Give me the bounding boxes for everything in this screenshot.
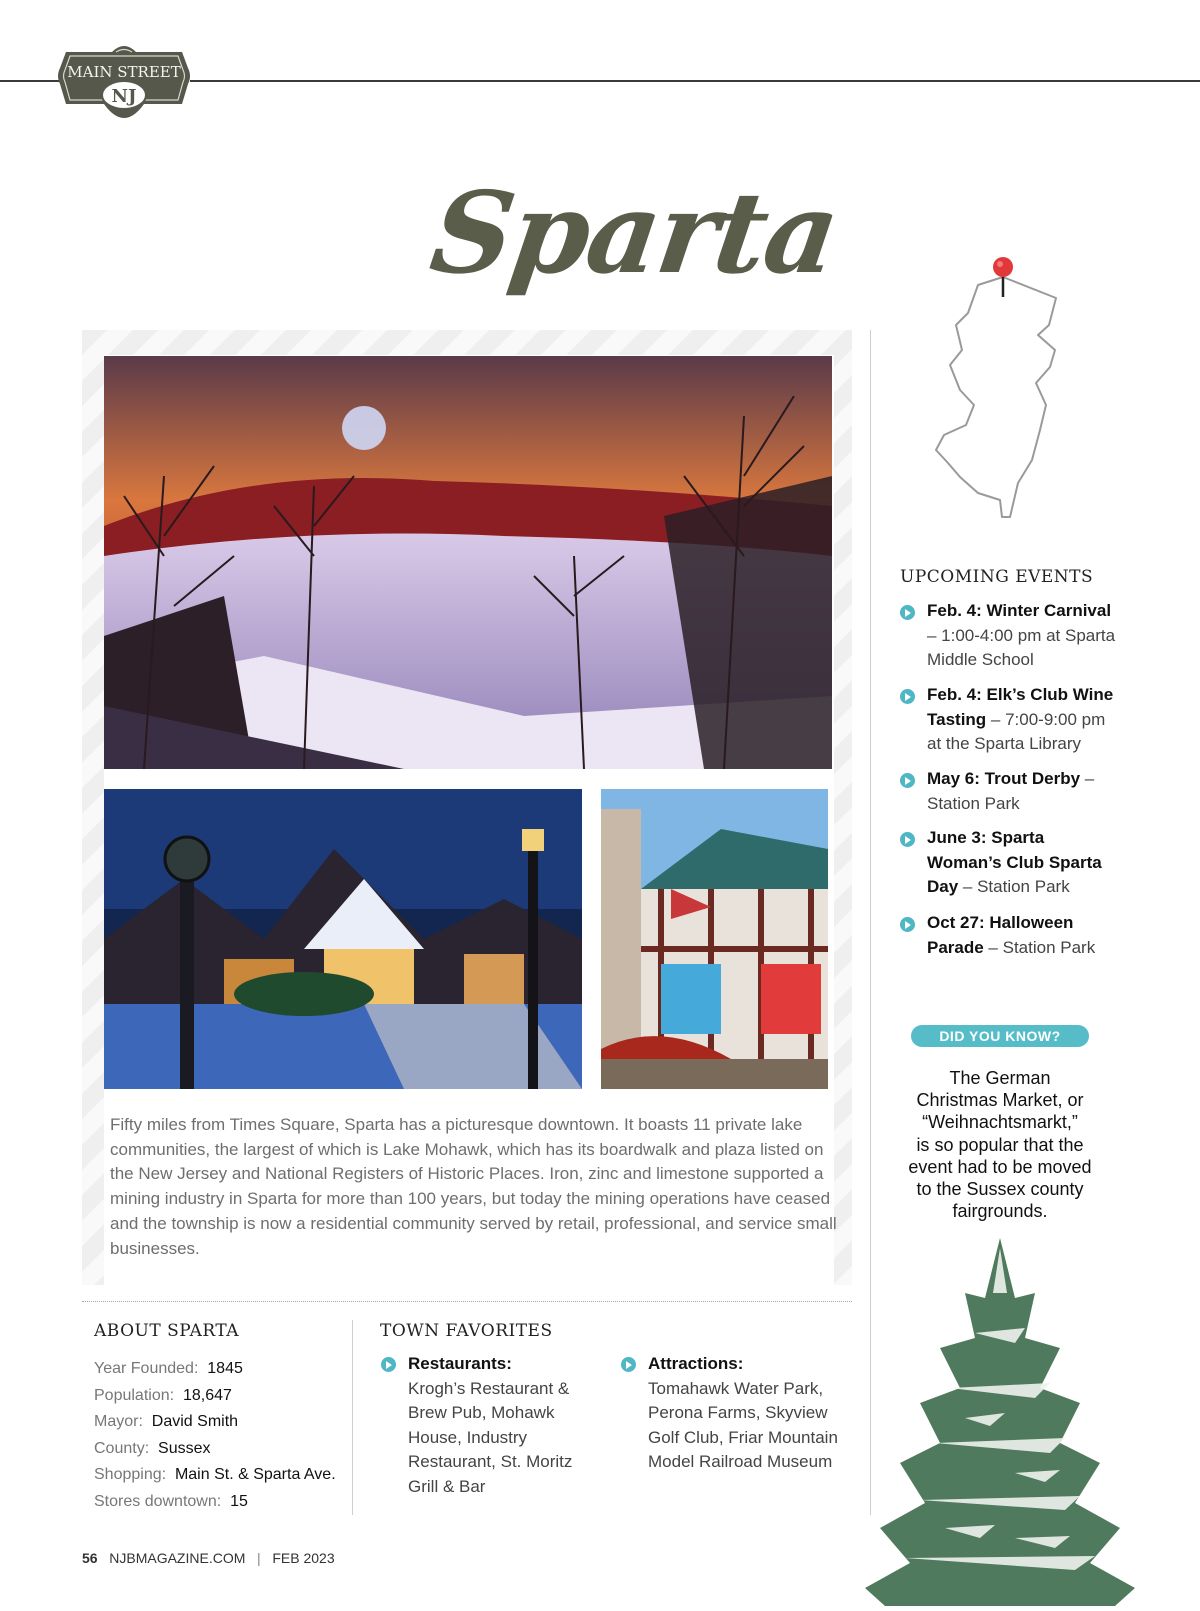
town-favorites-heading: TOWN FAVORITES bbox=[380, 1321, 553, 1341]
fact-stores-downtown: Stores downtown: 15 bbox=[94, 1492, 248, 1510]
did-you-know-line: is so popular that the bbox=[916, 1134, 1084, 1155]
attractions-line: Perona Farms, Skyview bbox=[648, 1403, 828, 1422]
event-detail: – 7:00-9:00 pm bbox=[986, 709, 1106, 729]
event-item bbox=[927, 826, 1137, 900]
event-item bbox=[927, 767, 1137, 816]
footer-separator: | bbox=[257, 1550, 261, 1566]
fact-county: County: Sussex bbox=[94, 1439, 211, 1457]
did-you-know-text bbox=[900, 1067, 1100, 1222]
restaurants-label: Restaurants: bbox=[408, 1354, 512, 1373]
event-item bbox=[927, 911, 1137, 960]
event-title: Feb. 4: Elk’s Club Wine bbox=[927, 685, 1114, 704]
attractions-bullet-icon bbox=[621, 1357, 636, 1372]
event-bullet-icon bbox=[900, 917, 915, 932]
logo-nj-text: NJ bbox=[111, 86, 137, 107]
logo-main-street-text: MAIN STREET bbox=[67, 63, 181, 81]
restaurants-line: Grill & Bar bbox=[408, 1476, 486, 1496]
did-you-know-line: event had to be moved bbox=[908, 1156, 1092, 1177]
about-heading: ABOUT SPARTA bbox=[94, 1321, 240, 1341]
did-you-know-line: “Weihnachtsmarkt,” bbox=[922, 1112, 1078, 1133]
lake-mohawk-sunset-photo bbox=[104, 356, 832, 769]
restaurants-bullet-icon bbox=[381, 1357, 396, 1372]
event-title: Feb. 4: Winter Carnival bbox=[927, 601, 1112, 620]
event-bullet-icon bbox=[900, 605, 915, 620]
attractions-line: Model Railroad Museum bbox=[648, 1452, 833, 1471]
column-divider-left bbox=[352, 1320, 353, 1515]
footer-issue: FEB 2023 bbox=[272, 1550, 335, 1566]
restaurants-line: Krogh’s Restaurant & bbox=[408, 1378, 570, 1398]
header-rule-left bbox=[0, 80, 60, 82]
event-detail: Middle School bbox=[927, 650, 1034, 670]
event-title: June 3: Sparta bbox=[927, 828, 1045, 847]
upcoming-events-heading: UPCOMING EVENTS bbox=[900, 567, 1094, 587]
new-jersey-map-icon bbox=[928, 255, 1068, 525]
event-bullet-icon bbox=[900, 832, 915, 847]
main-street-nj-logo bbox=[52, 44, 196, 120]
downtown-night-photo bbox=[104, 789, 582, 1089]
page-number: 56 bbox=[82, 1550, 98, 1566]
fact-year-founded: Year Founded: 1845 bbox=[94, 1360, 243, 1377]
about-facts bbox=[94, 1356, 336, 1515]
footer bbox=[82, 1550, 335, 1566]
attractions-line: Tomahawk Water Park, bbox=[648, 1378, 824, 1398]
restaurants-block bbox=[408, 1352, 603, 1499]
intro-paragraph: Fifty miles from Times Square, Sparta has a picturesque downtown. It boasts 11 private lake communities, the largest of which is Lake Mohawk, which has its boardwalk and plaza listed on the New Jersey and National Registers of Historic Places. Iron, zinc and limestone supported a mining industry in Sparta for more than 100 years, but today the mining operations have ceased and the township is now a residential community served by retail, professional, and service small businesses. bbox=[110, 1115, 837, 1258]
event-title: May 6: Trout Derby bbox=[927, 769, 1081, 788]
section-divider bbox=[82, 1301, 852, 1302]
event-title: Woman’s Club Sparta bbox=[927, 852, 1102, 872]
event-title: Oct 27: Halloween bbox=[927, 913, 1074, 932]
fact-shopping: Shopping: Main St. & Sparta Ave. bbox=[94, 1466, 336, 1483]
header-rule-right bbox=[190, 80, 1200, 82]
did-you-know-badge: DID YOU KNOW? bbox=[911, 1025, 1089, 1047]
event-detail: – Station Park bbox=[983, 937, 1096, 957]
footer-site: NJBMAGAZINE.COM bbox=[109, 1550, 246, 1566]
did-you-know-line: Christmas Market, or bbox=[916, 1090, 1084, 1111]
event-item bbox=[927, 683, 1137, 757]
event-detail: – bbox=[1080, 769, 1095, 788]
event-detail: Station Park bbox=[927, 793, 1020, 813]
event-bullet-icon bbox=[900, 689, 915, 704]
event-bullet-icon bbox=[900, 773, 915, 788]
event-item bbox=[927, 599, 1137, 673]
event-title: Tasting bbox=[927, 709, 987, 729]
fact-population: Population: 18,647 bbox=[94, 1386, 232, 1404]
christmas-tree-image bbox=[865, 1238, 1135, 1606]
did-you-know-line: fairgrounds. bbox=[952, 1201, 1048, 1222]
event-detail: at the Sparta Library bbox=[927, 734, 1082, 754]
restaurants-line: Restaurant, St. Moritz bbox=[408, 1452, 573, 1471]
event-detail: – Station Park bbox=[958, 877, 1070, 897]
restaurants-line: House, Industry bbox=[408, 1427, 528, 1447]
did-you-know-line: The German bbox=[949, 1068, 1051, 1088]
package-store-photo bbox=[601, 789, 828, 1089]
restaurants-line: Brew Pub, Mohawk bbox=[408, 1403, 555, 1422]
event-detail: – 1:00-4:00 pm at Sparta bbox=[927, 625, 1116, 645]
attractions-block bbox=[648, 1352, 858, 1475]
page-title: Sparta bbox=[423, 168, 846, 299]
did-you-know-line: to the Sussex county bbox=[916, 1179, 1084, 1200]
fact-mayor: Mayor: David Smith bbox=[94, 1413, 239, 1430]
event-title: Parade bbox=[927, 937, 984, 957]
event-title: Day bbox=[927, 877, 959, 897]
attractions-label: Attractions: bbox=[648, 1354, 744, 1373]
attractions-line: Golf Club, Friar Mountain bbox=[648, 1427, 838, 1447]
